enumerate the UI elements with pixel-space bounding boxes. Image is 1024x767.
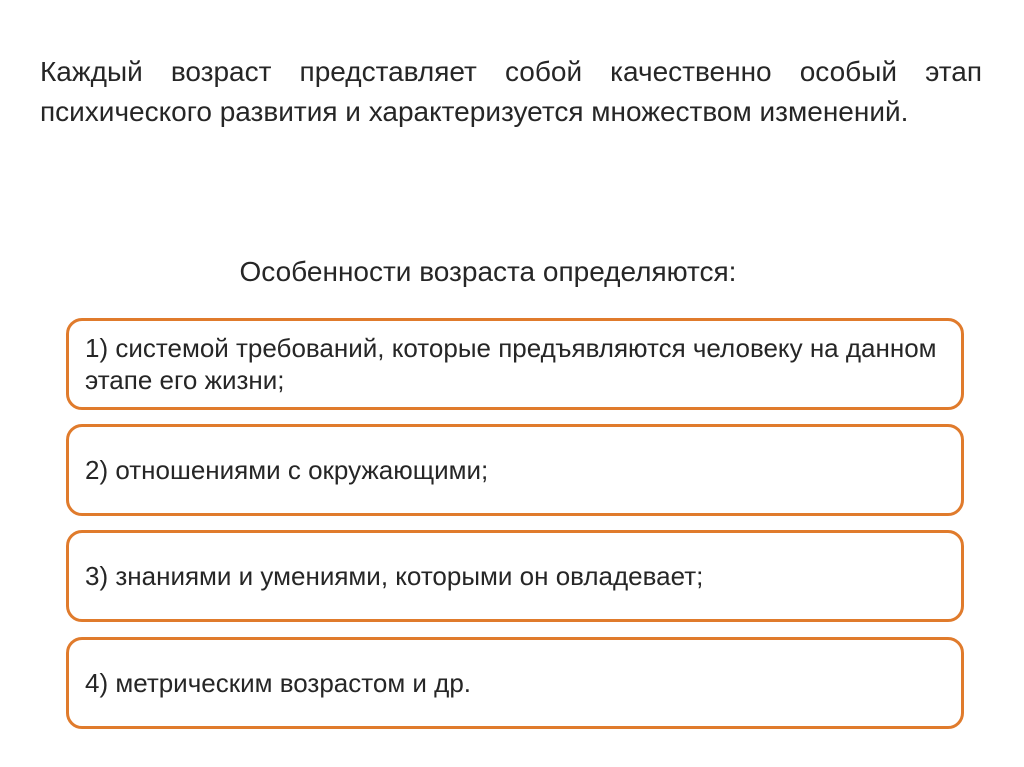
section-subtitle: Особенности возраста определяются: (239, 256, 737, 287)
feature-box-3-label: 3) знаниями и умениями, которыми он овладевает; (85, 561, 704, 591)
feature-box-4 (66, 637, 964, 729)
intro-paragraph: Каждый возраст представляет собой качественно особый этап психического развития и характеризуется множеством изменений. (40, 56, 982, 127)
feature-box-3 (66, 530, 964, 622)
feature-box-2 (66, 424, 964, 516)
feature-box-1 (66, 318, 964, 410)
feature-box-1-label: 1) системой требований, которые предъявляются человеку на данном этапе его жизни; (85, 333, 937, 395)
feature-box-2-label: 2) отношениями с окружающими; (85, 455, 489, 485)
feature-box-4-label: 4) метрическим возрастом и др. (85, 668, 472, 698)
